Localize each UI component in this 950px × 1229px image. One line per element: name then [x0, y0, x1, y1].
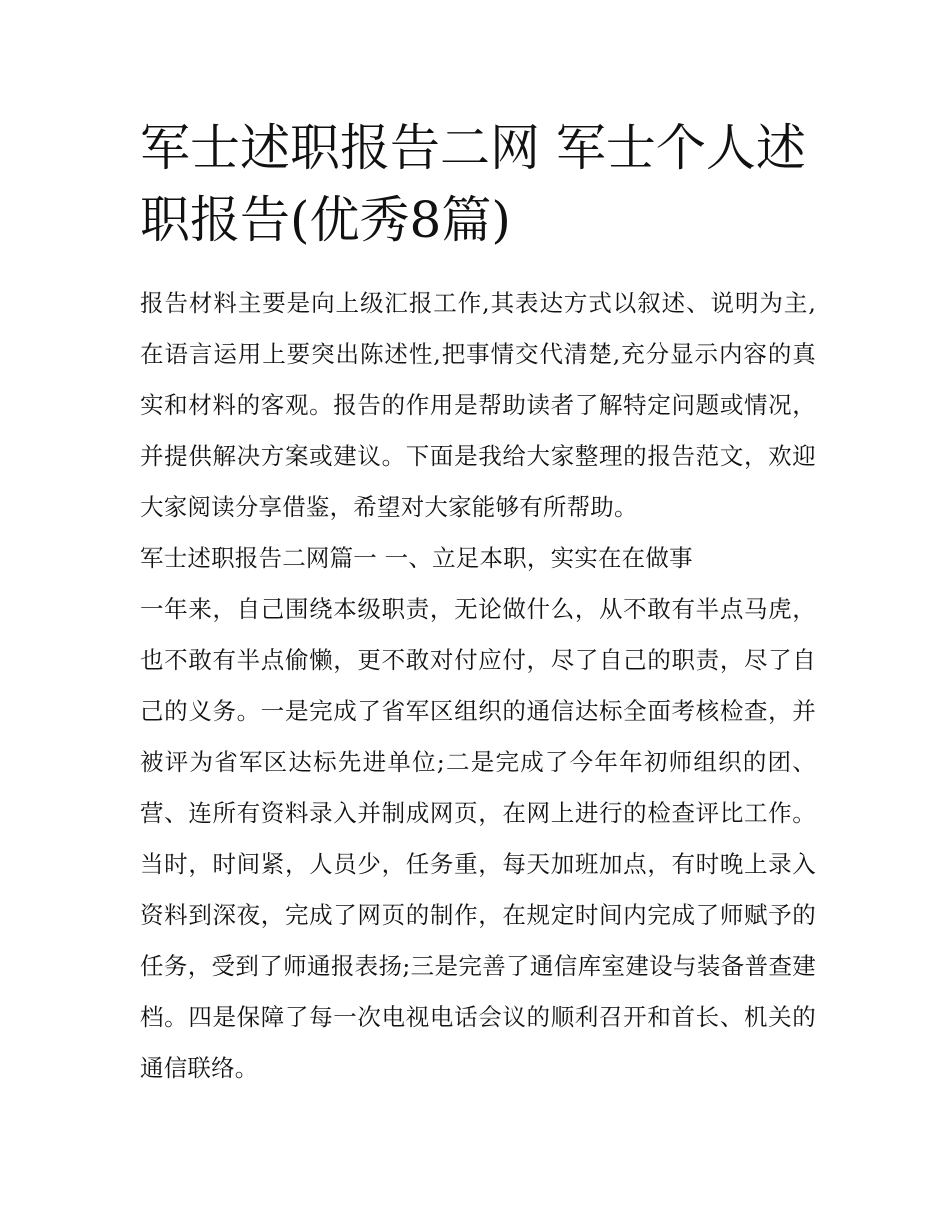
document-body	[140, 278, 816, 1094]
body-paragraph: 一年来，自己围绕本级职责，无论做什么，从不敢有半点马虎，也不敢有半点偷懒，更不敢对付应付，尽了自己的职责，尽了自己的义务。一是完成了省军区组织的通信达标全面考核检查，并被评为省军区达标先进单位;二是完成了今年年初师组织的团、营、连所有资料录入并制成网页，在网上进行的检查评比工作。当时，时间紧，人员少，任务重，每天加班加点，有时晚上录入资料到深夜，完成了网页的制作，在规定时间内完成了师赋予的任务，受到了师通报表扬;三是完善了通信库室建设与装备普查建档。四是保障了每一次电视电话会议的顺利召开和首长、机关的通信联络。	[140, 595, 816, 1082]
document-title: 军士述职报告二网 军士个人述职报告(优秀8篇)	[140, 119, 806, 249]
section-heading: 军士述职报告二网篇一 一、立足本职，实实在在做事	[140, 544, 693, 572]
intro-paragraph: 报告材料主要是向上级汇报工作,其表达方式以叙述、说明为主,在语言运用上要突出陈述性,把事情交代清楚,充分显示内容的真实和材料的客观。报告的作用是帮助读者了解特定问题或情况，并提供解决方案或建议。下面是我给大家整理的报告范文，欢迎大家阅读分享借鉴，希望对大家能够有所帮助。	[140, 289, 816, 521]
